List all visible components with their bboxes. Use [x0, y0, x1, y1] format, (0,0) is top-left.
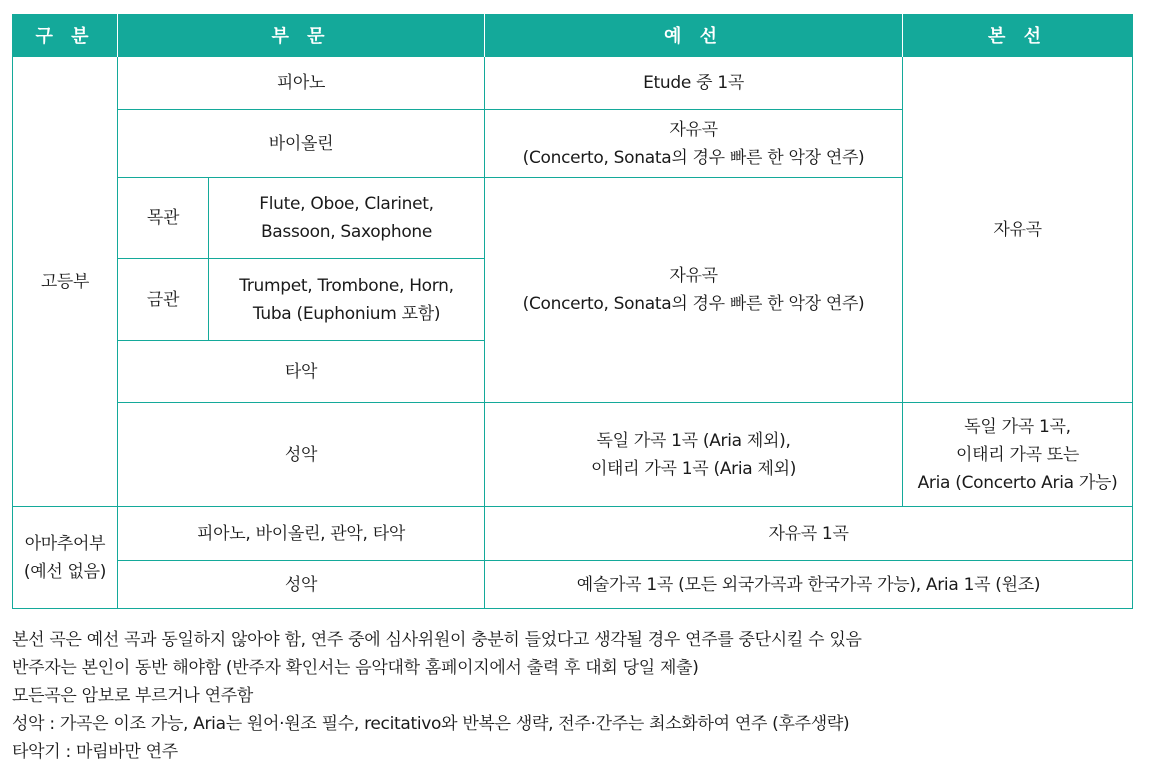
vocal-final [903, 403, 1133, 507]
header-row [13, 14, 1133, 57]
vocal-final-line2: 이태리 가곡 또는 [955, 444, 1080, 465]
brass-label: 금관 [118, 259, 209, 341]
header-preliminary: 예 선 [485, 14, 903, 57]
brass-instruments-line1: Trumpet, Trombone, Horn, [239, 275, 454, 296]
amateur-group-label-line1: 아마추어부 [24, 533, 106, 554]
header-division: 부 문 [118, 14, 485, 57]
table-row [13, 403, 1133, 507]
amateur-vocal-repertoire: 예술가곡 1곡 (모든 외국가곡과 한국가곡 가능), Aria 1곡 (원조) [485, 561, 1133, 609]
winds-prelim-line1: 자유곡 [669, 266, 718, 286]
note-line: 본선 곡은 예선 곡과 동일하지 않아야 함, 연주 중에 심사위원이 충분히 들었다고 생각될 경우 연주를 중단시킬 수 있음 [12, 630, 862, 650]
table-row [13, 561, 1133, 609]
piano-prelim: Etude 중 1곡 [485, 57, 903, 110]
winds-prelim [485, 178, 903, 403]
competition-table [12, 14, 1133, 609]
percussion-section: 타악 [118, 341, 485, 403]
note-line: 반주자는 본인이 동반 해야함 (반주자 확인서는 음악대학 홈페이지에서 출력 후 대회 당일 제출) [12, 658, 699, 678]
vocal-final-line3: Aria (Concerto Aria 가능) [917, 472, 1118, 493]
table-row [13, 57, 1133, 110]
vocal-prelim [485, 403, 903, 507]
woodwind-label: 목관 [118, 178, 209, 259]
header-final: 본 선 [903, 14, 1133, 57]
note-line: 모든곡은 암보로 부르거나 연주함 [12, 686, 254, 706]
vocal-section: 성악 [118, 403, 485, 507]
table-row [13, 507, 1133, 561]
piano-section: 피아노 [118, 57, 485, 110]
amateur-group-label [13, 507, 118, 609]
amateur-instrumental-repertoire: 자유곡 1곡 [485, 507, 1133, 561]
violin-prelim-line2: (Concerto, Sonata의 경우 빠른 한 악장 연주) [522, 147, 865, 168]
amateur-vocal-section: 성악 [118, 561, 485, 609]
violin-prelim-line1: 자유곡 [669, 119, 718, 140]
amateur-instrumental-section: 피아노, 바이올린, 관악, 타악 [118, 507, 485, 561]
woodwind-instruments-line1: Flute, Oboe, Clarinet, [259, 194, 434, 214]
vocal-prelim-line1: 독일 가곡 1곡 (Aria 제외), [596, 430, 791, 451]
violin-section: 바이올린 [118, 110, 485, 178]
notes [12, 626, 1162, 766]
high-school-group-label: 고등부 [13, 57, 118, 507]
note-line: 성악 : 가곡은 이조 가능, Aria는 원어·원조 필수, recitativo와 반복은 생략, 전주·간주는 최소화하여 연주 (후주생략) [12, 714, 850, 734]
violin-prelim [485, 110, 903, 178]
woodwind-instruments [209, 178, 485, 259]
high-school-final-free: 자유곡 [903, 57, 1133, 403]
winds-prelim-line2: (Concerto, Sonata의 경우 빠른 한 악장 연주) [522, 294, 865, 314]
vocal-prelim-line2: 이태리 가곡 1곡 (Aria 제외) [590, 458, 797, 479]
header-category: 구 분 [13, 14, 118, 57]
woodwind-instruments-line2: Bassoon, Saxophone [260, 222, 433, 242]
vocal-final-line1: 독일 가곡 1곡, [964, 416, 1071, 437]
brass-instruments [209, 259, 485, 341]
note-line: 타악기 : 마림바만 연주 [12, 742, 178, 762]
brass-instruments-line2: Tuba (Euphonium 포함) [252, 303, 441, 324]
amateur-group-label-line2: (예선 없음) [23, 561, 107, 582]
